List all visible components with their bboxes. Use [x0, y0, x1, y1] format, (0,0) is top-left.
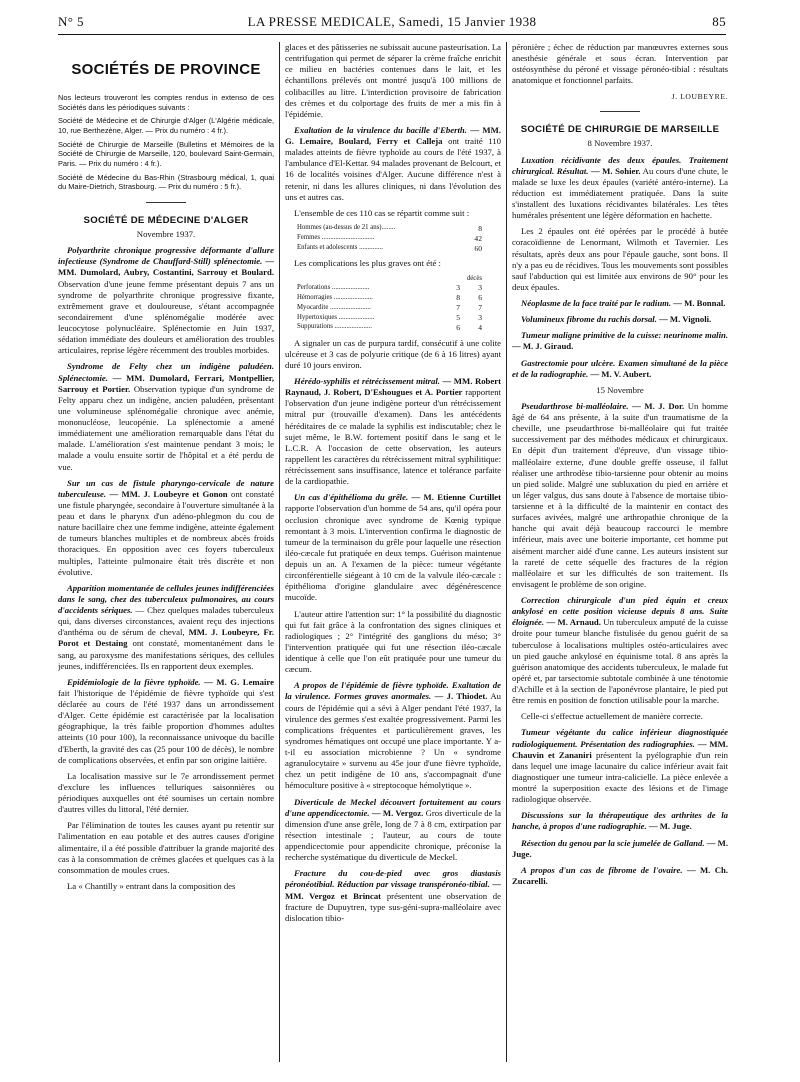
paragraph: L'auteur attire l'attention sur: 1° la possibilité du diagnostic qui fut fait grâce à la confrontation des signes cliniques et radiologiques ; 2° l'intégrité des ganglions du méso; 3° l'intervention pratiquée qui fut une résection iléo-cæcale identique à celle que l'on eût pratiquée pour une tumeur du cæcum.: [285, 608, 501, 675]
table-cell: 7: [478, 303, 482, 313]
paragraph: Par l'élimination de toutes les causes ayant pu retentir sur l'alimentation en eau potable et des autres causes d'origine alimentaire, il a été possible d'attribuer la grande majorité des cas à la consommation de crèmes glacées et quelques cas à la consommation de moules crues.: [58, 820, 274, 875]
article-text: Observation typique d'un syndrome de Felty apparu chez un indigène, ancien paludéen, présentant une volumineuse splénomégalie chronique avec anémie, mononucléose, leucopénie. La splénectomie a amené immédiatement une amélioration remarquable dans l'état du malade. L'amélioration s'est maintenue pendant 3 mois; le malade a voulu ensuite sortir de l'hôpital et a été perdu de vue.: [58, 383, 274, 472]
table-row: [297, 224, 482, 234]
cases-table: [297, 224, 482, 254]
article-text: rapporte l'observation d'un homme de 54 ans, qu'il opéra pour occlusion chronique avec syndrome de Kœnig typique remontant à 3 mois. L'intervention confirma le diagnostic de tumeur de la terminaison du grêle pour laquelle une résection iléo-cæcale fut pratiquée en deux temps. Guérison maintenue depuis un an. A l'examen de la pièce: tumeur végétante circonférentielle siégeant à 10 cm de la valvule iléo-cæcale : épithélioma d'origine glandulaire avec dégénérescence mucoïde.: [285, 503, 501, 603]
article-title: Diverticule de Meckel découvert fortuitement au cours d'une appendicectomie.: [285, 796, 501, 818]
article-authors: — MM. J. Loubeyre et Gonon: [109, 488, 228, 499]
session-date: 15 Novembre: [596, 384, 644, 395]
paragraph: Celle-ci s'effectue actuellement de manière correcte.: [521, 711, 703, 722]
article-text: fait l'historique de l'épidémie de fièvre typhoïde qui s'est déclarée au cours de l'été 1937 dans un arrondissement d'Alger. Cette épidémie est caractérisée par la localisation géographique, la très faible proportion d'hommes adultes atteints (10 pour 100), la reconnaissance univoque du bacille d'Eberth, la gravité des cas (25 pour 100 de décès), le nombre de complications observées, et enfin par son origine laitière.: [58, 687, 274, 765]
article: [512, 810, 728, 832]
table-cell: 3: [478, 283, 482, 293]
table-cell: 4: [478, 322, 482, 332]
column-1: [58, 42, 274, 1068]
article: [285, 376, 501, 487]
article-authors: — M. Juge.: [648, 821, 692, 832]
article-title: Pseudarthrose bi-malléolaire.: [521, 400, 629, 411]
paragraph: péronière ; échec de réduction par manœuvres externes sous anesthésie générale et sous écran. Intervention par ostéosynthèse du péroné et vissage péronéo-tibial : résultats anatomique et fonctionnel parfaits.: [512, 42, 728, 86]
article-authors: — MM. Robert Raynaud, J. Robert, D'Eshougues et A. Portier: [285, 376, 501, 398]
intro-text: Société de Médecine et de Chirurgie d'Alger (L'Algérie médicale, 10, rue Berthezène, Alger. — Prix du numéro : 4 fr.).: [58, 116, 274, 136]
article-authors: — M. Arnaud.: [546, 617, 601, 628]
section-title: SOCIÉTÉ DE CHIRURGIE DE MARSEILLE: [520, 124, 720, 136]
article-title: Hérédo-syphilis et rétrécissement mitral.: [294, 376, 440, 387]
article-authors: — MM. Dumolard, Ferrari, Montpellier, Sarrouy et Portier.: [58, 372, 274, 394]
table-cell: Enfants et adolescents ..............: [297, 244, 383, 252]
article-authors: — M. Vergoz.: [371, 807, 424, 818]
separator: [600, 111, 640, 112]
page-title: SOCIÉTÉS DE PROVINCE: [71, 61, 261, 78]
paragraph: glaces et des pâtisseries ne subissait aucune pasteurisation. La centrifugation qui permet de séparer la crème fraîche enrichit ce milieu en bactéries contenues dans le lait, et les échantillons prélevés ont montré jusqu'à 100 millions de colibacilles au litre. L'interdiction provisoire de fabrication des crèmes et du colportage des fruits de mer a mis fin à l'épidémie.: [285, 42, 501, 119]
article: [58, 478, 274, 578]
paragraph: Les complications les plus graves ont été :: [294, 258, 441, 269]
article: [512, 298, 728, 309]
article-authors: — MM. Vergoz et Brincat: [285, 879, 501, 901]
article-text: Observation d'une jeune femme présentant depuis 7 ans un syndrome de polyarthrite chronique progressive fixante, extrêmement grave et douloureuse, s'étant accompagnée secondairement d'une splénomégalie modérée avec leucocytose polynucléaire. Splénectomie en Juin 1937, sédation immédiate des douleurs et amélioration des troubles articulaires, reprise légère récemment des troubles morbides.: [58, 278, 274, 356]
column-divider: [506, 42, 507, 1062]
column-2: [285, 42, 501, 1068]
article-title: A propos d'un cas de fibrome de l'ovaire.: [521, 864, 683, 875]
article: [58, 677, 274, 766]
article-authors: — M. Bonnal.: [673, 298, 726, 309]
article-text: Gros diverticule de la dimension d'une anse grêle, long de 7 à 8 cm, extirpation par résection intestinale ; l'auteur, au cours de toute appendicectomie pour appendicite chronique, préconise la recherche systématique du diverticule de Meckel.: [285, 807, 501, 863]
article-title: Correction chirurgicale d'un pied équin et creux ankylosé en cette position vicieuse depuis 8 ans. Suite éloignée.: [512, 595, 728, 628]
article: [285, 797, 501, 864]
article-text: Au cours de l'épidémie qui a sévi à Alger pendant l'été 1937, la virulence des germes s'est exaltée progressivement. Parmi les complications fréquentes et particulièrement graves, les syndromes hématiques ont occupé une place importante. Y a-t-il eu association microbienne ? Un « syndrome agranulocytaire » survenu au 45e jour d'une fièvre typhoïde, chez un petit indigène de 10 ans, s'accompagnait d'une hémoculture positive à « streptocoque hémolytique ».: [285, 691, 501, 791]
signature: J. LOUBEYRE.: [671, 91, 728, 101]
article-authors: — M. Sohier.: [590, 165, 641, 176]
table-cell: 42: [474, 233, 482, 243]
paragraph: L'ensemble de ces 110 cas se répartit comme suit :: [294, 207, 470, 218]
article: [512, 330, 728, 352]
article-authors: — M. Juge.: [512, 837, 728, 859]
article-title: Tumeur végétante du calice inférieur diagnostiquée radiologiquement. Présentation des radiographies.: [512, 727, 728, 749]
article-text: Au cours d'une chute, le malade se luxe les deux épaules (variété antéro-interne). La réduction est immédiatement pratiquée. Dans la suite s'installent des luxations récidivantes bilatérales. Les têtes humérales présentent une légère déformation en hachette.: [512, 165, 728, 221]
article-text: Un tuberculeux amputé de la cuisse droite pour tumeur blanche fistulisée du genou guérit de sa tuberculose à localisations multiples ostéo-articulaires avec un pied gauche ankylosé en équinisme total. 8 ans après la guérison anatomique des accidents tuberculeux, le malade fut opéré et, par tarsectomie subtotale combinée à une ténotomie d'Achille et à la section de l'aponévrose plantaire, le pied put être remis en position de fonction utilisable pour la marche.: [512, 617, 728, 706]
article-authors: — MM. Chauvin et Zananiri: [512, 738, 728, 760]
table-cell: Femmes ...............................: [297, 234, 375, 242]
paragraph: La « Chantilly » entrant dans la composition des: [67, 880, 236, 891]
table-row: [297, 283, 482, 293]
intro-text: Nos lecteurs trouveront les comptes rendus in extenso de ces Sociétés dans les périodiques suivants :: [58, 93, 274, 112]
article: [285, 492, 501, 603]
article-authors: — M. J. Dor.: [632, 400, 685, 411]
article: [285, 680, 501, 791]
article-title: Polyarthrite chronique progressive déformante d'allure infectieuse (Syndrome de Chauffard-Still) splénectomie.: [58, 245, 274, 267]
article-title: Tumeur maligne primitive de la cuisse: neurinome malin.: [521, 330, 728, 341]
article: [512, 595, 728, 706]
table-row: [297, 323, 482, 333]
article-title: A propos de l'épidémie de fièvre typhoïde. Exaltation de la virulence. Formes graves anormales.: [285, 680, 501, 702]
table-row: [297, 234, 482, 244]
article-title: Un cas d'épithélioma du grêle.: [294, 492, 409, 503]
article: [58, 245, 274, 356]
complications-table: [297, 275, 482, 333]
article-text: ont constaté, momentanément dans le sang, au paroxysme des manifestations sériques, des cellules jeunes, indifférenciées. Ils en rapportent deux exemples.: [58, 638, 274, 671]
article: [512, 155, 728, 222]
table-cell: 3: [478, 312, 482, 322]
table-cell: Perforations ......................: [297, 283, 370, 291]
article-authors: — M. V. Aubert.: [590, 368, 652, 379]
column-divider: [279, 42, 280, 1062]
article: [512, 838, 728, 860]
table-row: [297, 244, 482, 254]
table-cell: 3: [456, 283, 460, 293]
table-cell: Hommes (au-dessus de 21 ans)........: [297, 224, 396, 232]
table-cell: 5: [456, 312, 460, 322]
article-authors: — M. G. Lemaire: [204, 676, 274, 687]
article-authors: — M. J. Giraud.: [512, 341, 574, 352]
journal-title: LA PRESSE MEDICALE, Samedi, 15 Janvier 1938: [247, 14, 537, 29]
table-cell: Suppurations ......................: [297, 323, 372, 331]
table-row: [297, 303, 482, 313]
article-title: Syndrome de Felty chez un indigène paludéen. Splénectomie.: [58, 361, 274, 383]
table-cell: 8: [456, 293, 460, 303]
table-row: [297, 293, 482, 303]
session-date: Novembre 1937.: [136, 229, 196, 240]
session-date: 8 Novembre 1937.: [587, 138, 653, 149]
article-title: Résection du genou par la scie jumelée de Galland.: [521, 837, 705, 848]
table-cell: 8: [478, 223, 482, 233]
intro-text: Société de Médecine du Bas-Rhin (Strasbourg médical, 1, quai du Maire-Dietrich, Strasbourg. — Prix du numéro : 5 fr.).: [58, 172, 274, 192]
article: [512, 727, 728, 805]
article-authors: — J. Thiodet.: [434, 691, 488, 702]
article-title: Epidémiologie de la fièvre typhoïde.: [67, 676, 201, 687]
article-text: ont constaté une fistule pharyngée, secondaire à l'ouverture simultanée à la peau et dans le pharynx d'un adéno-phlegmon du cou de nature bacillaire chez une femme indigène, atteinte également de tumeurs blanches multiples et de nombreux abcès froids thoraciques. En opposition avec ces foyers tuberculeux multiples, l'atteinte pulmonaire était très discrète et non évolutive.: [58, 488, 274, 577]
article-title: Néoplasme de la face traité par le radium.: [521, 298, 672, 309]
table-cell: 6: [478, 293, 482, 303]
separator: [146, 202, 186, 203]
intro-text: Société de Chirurgie de Marseille (Bulletins et Mémoires de la Société de Chirurgie de Marseille, 120, boulevard Saint-Germain, Paris. — Prix du numéro : 4 fr.).: [58, 139, 274, 168]
section-title: SOCIÉTÉ DE MÉDECINE D'ALGER: [83, 214, 249, 226]
article-text: Un homme âgé de 64 ans présente, à la suite d'un traumatisme de la cheville, une pseudarthrose bi-malléolaire qui fut traitée successivement par des méthodes médicaux et chirurgicaux. En dépit d'un traitement d'épreuve, d'un vissage tibio-malléolaire externe, d'une double greffe osseuse, il fallut réaliser une arthrodèse tibio-tarsienne pour obtenir au moins un pied solide. Malgré une subluxation du pied en arrière et un léger valgus, dus sans doute à l'absence de mortaise tibio-tarsienne et à la difficulté de la maintenir en contact des surfaces avivées, malgré une arthropathie chronique de la hanche qui avait déjà beaucoup raccourci le membre inférieur, mais avec une boiterie importante, cet homme put aisément marcher aidé d'une canne. Les auteurs insistent sur la rareté de cette séquelle des fractures de la région malléolaire et sur les difficultés de son traitement. Ils envisagent le problème de son origine.: [512, 400, 728, 589]
article-text: rapportent l'observation d'un jeune indigène porteur d'un rétrécissement mitral pur (trouvaille d'examen). Dans les antécédents héréditaires de ce malade la syphilis est indiscutable; chez le sujet même, le B.W. fortement positif dans le sang et le L.C.R. A l'occasion de cette observation, les auteurs rappellent les caractères du rétrécissement mitral syphilitique: rétrécissement sans insuffisance, latence et tolérance parfaite de la cardiopathie.: [285, 387, 501, 487]
article: [512, 865, 728, 887]
page-number: 85: [712, 14, 726, 29]
table-row: [297, 313, 482, 323]
article-title: Apparition momentanée de cellules jeunes indifférenciées dans le sang, chez des tuberculeux pulmonaires, au cours d'accidents sériques.: [58, 582, 274, 616]
article: [512, 358, 728, 380]
article: [285, 125, 501, 203]
article-authors: — MM. Dumolard, Aubry, Costantini, Sarrouy et Boulard.: [58, 256, 274, 278]
article-title: Discussions sur la thérapeutique des arthrites de la hanche, à propos d'une radiographie.: [512, 810, 728, 832]
article: [58, 361, 274, 472]
article-title: Fracture du cou-de-pied avec gros diastasis péronéotibial. Réduction par vissage transpéronéo-tibial.: [285, 868, 501, 890]
table-cell: Hypertoxiques .....................: [297, 313, 375, 321]
article-authors: — M. Ch. Zucarelli.: [512, 864, 728, 886]
article-title: Exaltation de la virulence du bacille d'Eberth.: [294, 124, 467, 135]
article-title: Volumineux fibrome du rachis dorsal.: [521, 314, 657, 325]
table-cell: 6: [456, 322, 460, 332]
article-text: présentent une observation de fracture de Dupuytren, type sus-géni-supra-malléolaire avec dislocation tibio-: [285, 890, 501, 923]
article-authors: MM. J. Loubeyre, Fr. Porot et Destaing: [58, 627, 274, 649]
table-cell: 7: [456, 303, 460, 313]
article: [512, 314, 728, 325]
article-authors: — MM. G. Lemaire, Boulard, Ferry et Calleja: [285, 124, 501, 146]
article-title: Luxation récidivante des deux épaules. Traitement chirurgical. Résultat.: [512, 154, 728, 176]
table-cell: Hémorragies .......................: [297, 293, 373, 301]
article-text: présentent la pyélographie d'un rein dans lequel une image lacunaire du calice inférieur avait fait diagnostiquer une tumeur intra-calicielle. La pièce enlevée a montré la superposition exacte des lésions et de l'image radiologique observée.: [512, 749, 728, 805]
table-cell: Myocardite ........................: [297, 303, 371, 311]
column-3: [512, 42, 728, 1068]
issue-number: N° 5: [58, 14, 84, 29]
article: [512, 401, 728, 590]
table-header: décès: [466, 274, 482, 282]
paragraph: A signaler un cas de purpura tardif, consécutif à une colite ulcéreuse et 3 cas de polyurie critique (de 6 à 16 litres) ayant duré 10 jours environ.: [285, 337, 501, 370]
article: [285, 868, 501, 924]
article-text: ont traité 110 malades atteints de fièvre typhoïde au cours de l'été 1937, à l'ambulance d'El-Kettar. 94 malades provenant de Belcourt, et 16 de localités voisines d'Alger. Aucune différence n'est à retenir, ni dans les allures cliniques, ni dans l'évolution des uns et autres cas.: [285, 136, 501, 202]
paragraph: La localisation massive sur le 7e arrondissement permet d'exclure les influences telluriques saisonnières ou périodiques auxquelles ont été soumises un certain nombre d'autres villes du littoral, l'été dernier.: [58, 770, 274, 815]
article-authors: — M. Etienne Curtillet: [411, 492, 501, 503]
header-rule: [58, 34, 726, 35]
article: [58, 583, 274, 672]
article-title: Sur un cas de fistule pharyngo-cervicale de nature tuberculeuse.: [58, 477, 274, 499]
article-text: — Chez quelques malades tuberculeux qui, dans diverses circonstances, avaient reçu des injections d'anthéma ou de sérum de cheval,: [58, 605, 274, 638]
article-title: Gastrectomie pour ulcère. Examen simultané de la pièce et de la radiographie.: [512, 357, 728, 379]
table-cell: 60: [474, 243, 482, 253]
page-header: [58, 14, 726, 36]
table-header-row: [297, 275, 482, 284]
article-authors: — M. Vignoli.: [659, 314, 712, 325]
paragraph: Les 2 épaules ont été opérées par le procédé à butée coracoïdienne de Lenormant, Wilmoth et Tavernier. Les résultats, après deux ans pour l'épaule gauche, sont bons. Il n'y a pas eu de récidives. Tous les mouvements sont possibles sauf l'abduction qui est limitée aux environs de 90° pour les deux épaules.: [512, 226, 728, 292]
